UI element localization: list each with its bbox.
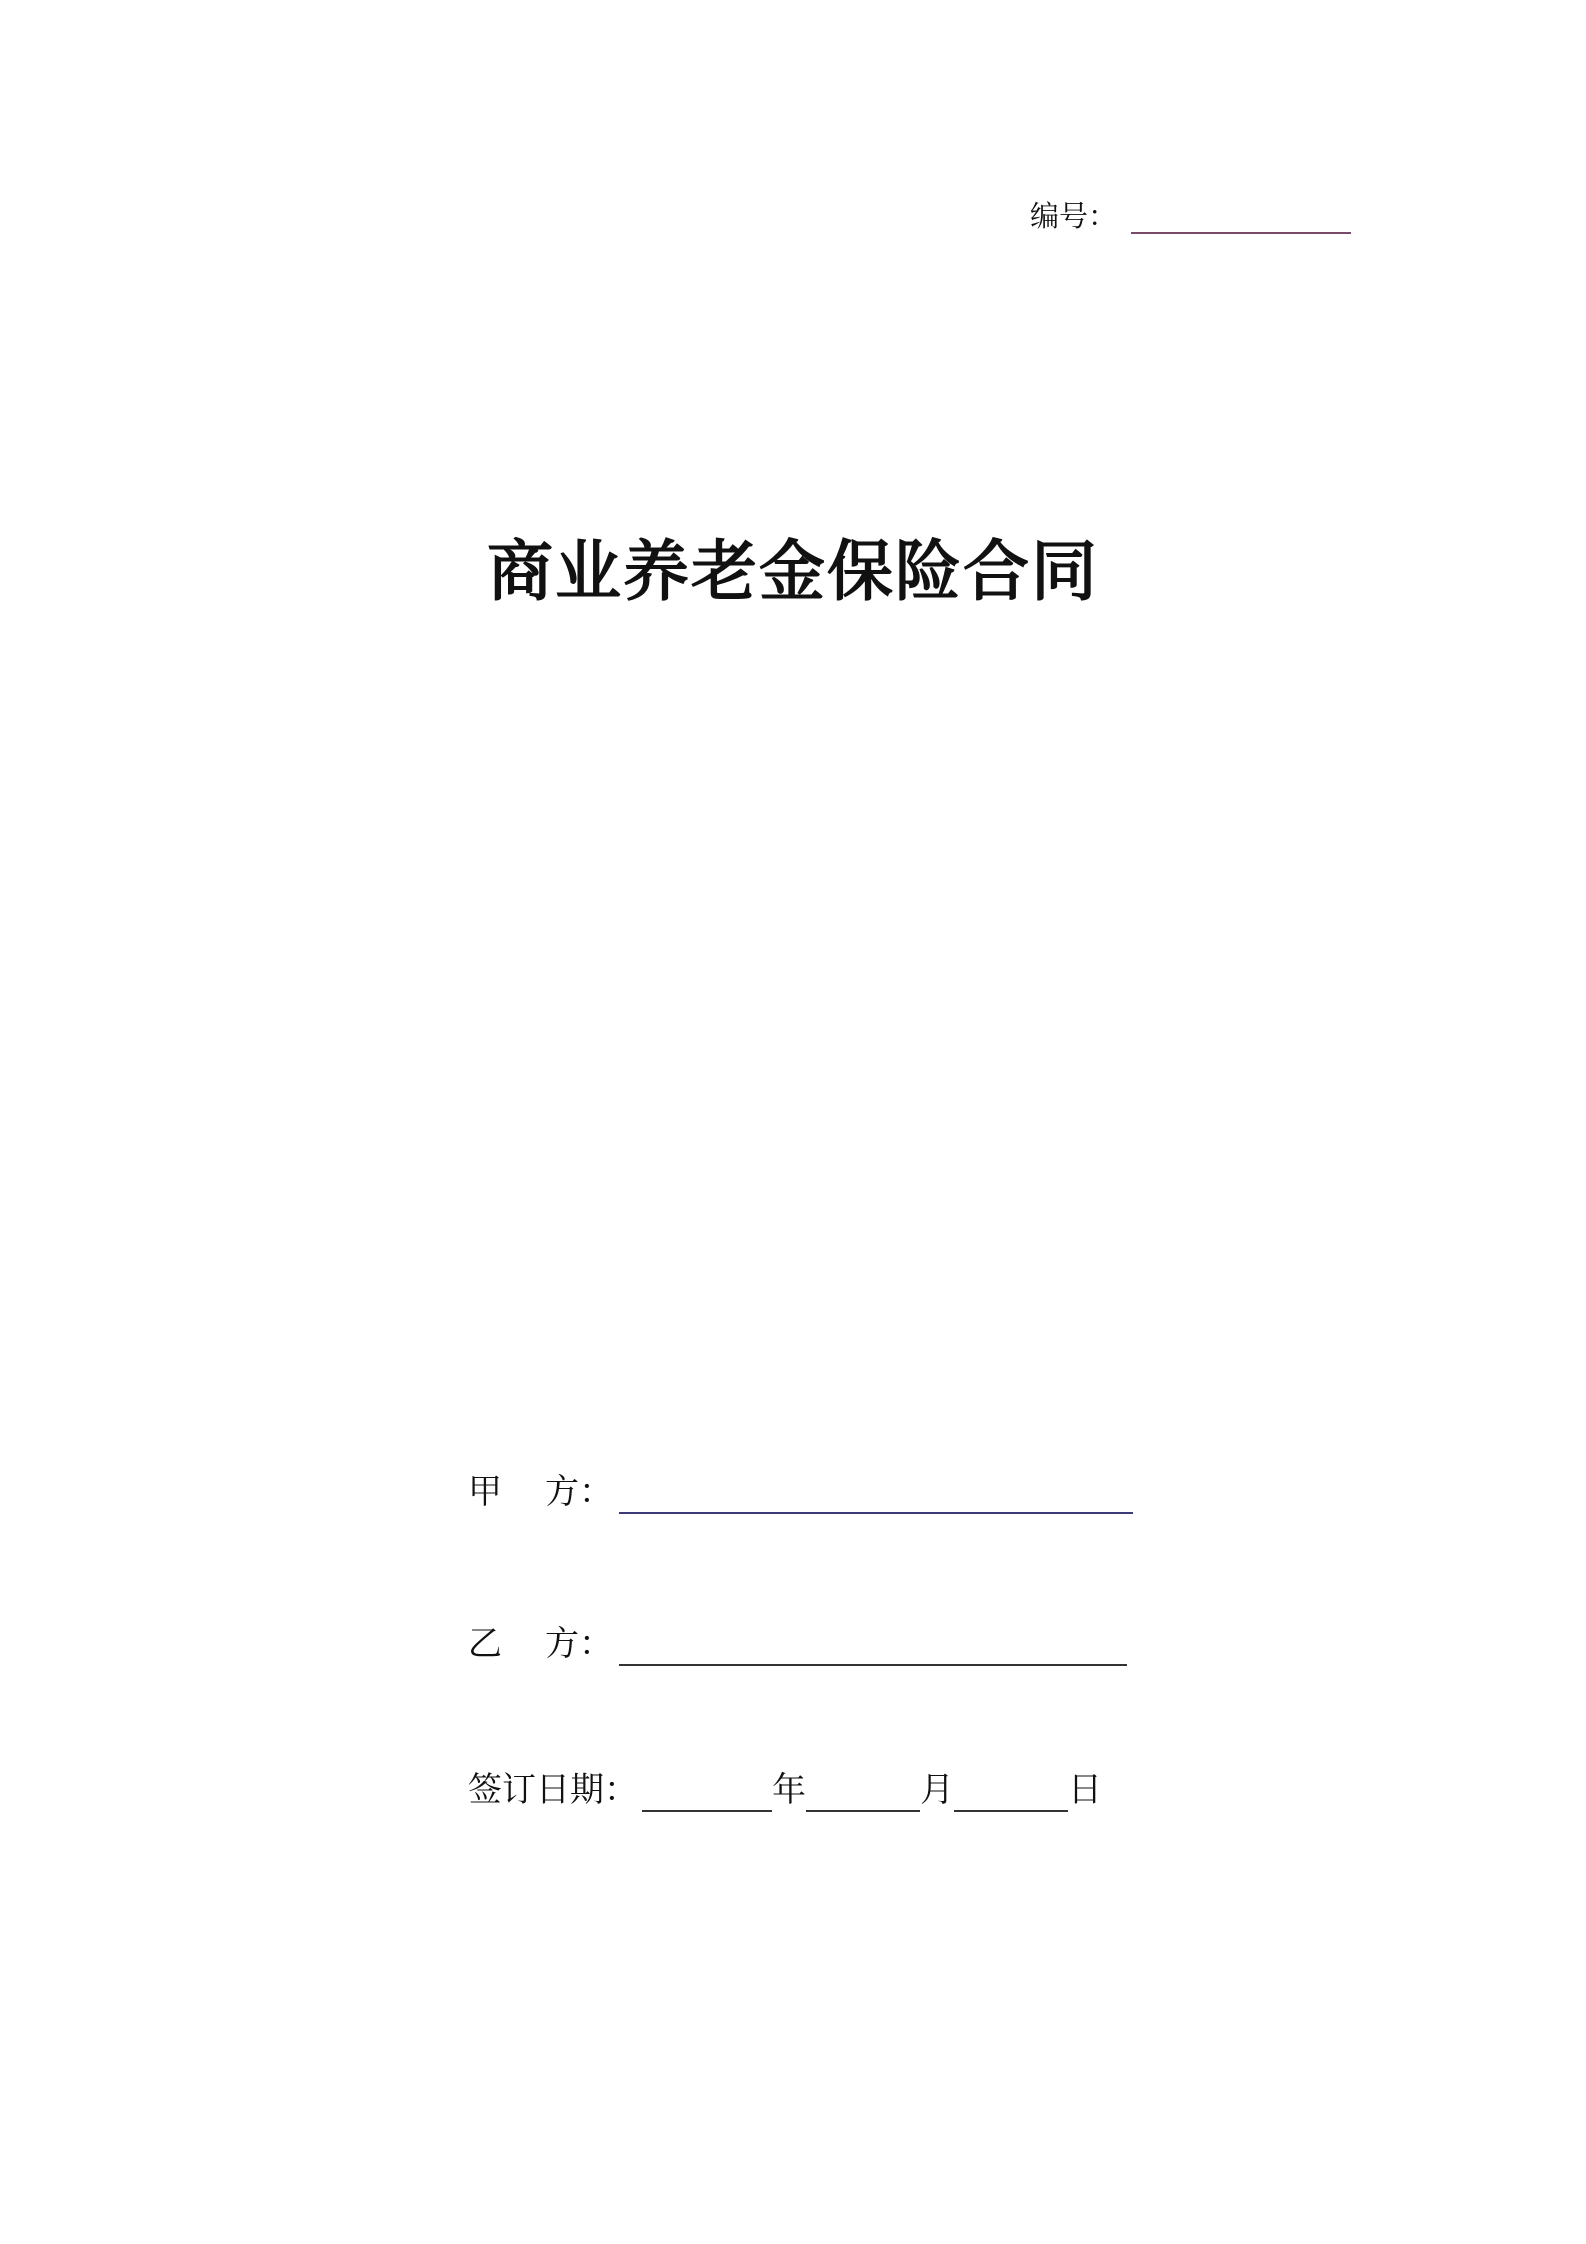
sign-date-day-field[interactable] [954,1776,1068,1812]
sign-date-row [468,1768,1102,1812]
party-b-label-char2: 方： [545,1624,613,1664]
party-a-field[interactable] [619,1478,1133,1514]
sign-date-label: 签订日期： [468,1770,638,1810]
sign-date-year-field[interactable] [642,1776,772,1812]
party-a-row [468,1470,1133,1514]
contract-number-field[interactable] [1131,202,1351,234]
contract-number-label: 编号： [1030,199,1118,233]
sign-date-month-unit: 月 [920,1770,954,1810]
party-b-row [468,1622,1127,1666]
document-title: 商业养老金保险合同 [487,532,1099,610]
party-b-label-char1: 乙 [468,1624,502,1664]
contract-number-row [1030,190,1351,234]
sign-date-year-unit: 年 [772,1770,806,1810]
party-b-field[interactable] [619,1630,1127,1666]
party-a-label-char1: 甲 [468,1472,502,1512]
sign-date-day-unit: 日 [1068,1770,1102,1810]
sign-date-month-field[interactable] [806,1776,920,1812]
party-a-label-char2: 方： [545,1472,613,1512]
